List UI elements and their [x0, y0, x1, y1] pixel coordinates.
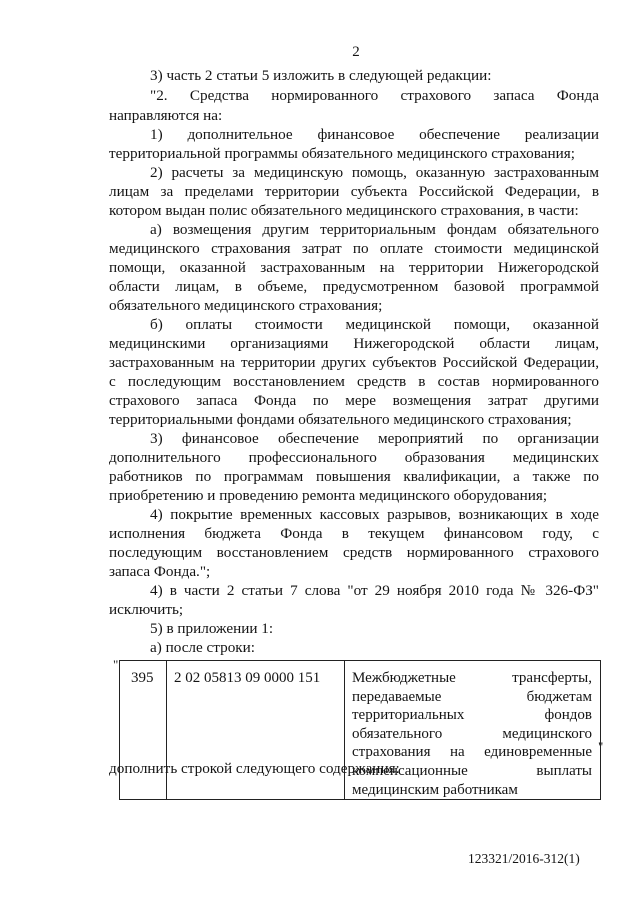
description-line: передаваемые бюджетам	[352, 688, 592, 705]
text-line: последующим восстановлением средств нормированного страхового	[109, 544, 599, 561]
text-line: запаса Фонда.";	[109, 563, 211, 580]
kbk-cell: 2 02 05813 09 0000 151	[167, 661, 345, 800]
document-code: 123321/2016-312(1)	[468, 851, 580, 866]
text-line: направляются на:	[109, 107, 223, 124]
description-line: страхования на единовременные	[352, 744, 592, 761]
text-line: страхового запаса Фонда по мере возмещения затрат другими	[109, 392, 599, 409]
code-cell: 395	[120, 661, 167, 800]
text-line: обязательного медицинского страхования;	[109, 297, 383, 314]
text-line: 2) расчеты за медицинскую помощь, оказанную застрахованным	[150, 164, 599, 181]
table-row	[120, 661, 601, 800]
description-line: компенсационные выплаты	[352, 762, 592, 779]
description-line: территориальных фондов	[352, 707, 592, 724]
text-line: дополнить строкой следующего содержания:	[109, 760, 400, 777]
close-quote: "	[598, 739, 604, 754]
text-line: котором выдан полис обязательного медицинского страхования, в части:	[109, 202, 579, 219]
description-line: Межбюджетные трансферты,	[352, 670, 592, 686]
text-line: 3) часть 2 статьи 5 изложить в следующей редакции:	[150, 67, 492, 84]
text-line: медицинского страхования затрат по оплате стоимости медицинской	[109, 240, 599, 257]
text-line: а) после строки:	[150, 639, 256, 656]
text-line: исключить;	[109, 601, 184, 618]
text-line: застрахованным на территории других субъектов Российской Федерации,	[109, 354, 599, 371]
description-cell	[345, 661, 604, 800]
text-line: а) возмещения другим территориальным фондам обязательного	[150, 221, 599, 238]
text-line: 1) дополнительное финансовое обеспечение реализации	[150, 126, 599, 143]
text-line: области лицам, в объеме, предусмотренном базовой программой	[109, 278, 599, 295]
open-quote: "	[113, 657, 119, 672]
text-line: лицам за пределами территории субъекта Российской Федерации, в	[109, 183, 599, 200]
text-line: помощи, оказанной застрахованным на территории Нижегородской	[109, 259, 599, 276]
text-line: исполнения бюджета Фонда в текущем финансовом году, с	[109, 525, 599, 542]
text-line: 4) покрытие временных кассовых разрывов, возникающих в ходе	[150, 506, 599, 523]
text-line: с последующим восстановлением средств в состав нормированного	[109, 373, 599, 390]
description-line: обязательного медицинского	[352, 725, 592, 742]
text-line: территориальной программы обязательного медицинского страхования;	[109, 145, 575, 162]
text-line: территориальными фондами обязательного медицинского страхования;	[109, 411, 572, 428]
text-line: приобретению и проведению ремонта медицинского оборудования;	[109, 487, 548, 504]
text-line: б) оплаты стоимости медицинской помощи, оказанной	[150, 316, 599, 333]
inserted-row-table	[119, 660, 604, 800]
text-line: 4) в части 2 статьи 7 слова "от 29 ноября 2010 года № 326-ФЗ"	[150, 582, 599, 599]
text-line: работников по программам повышения квалификации, а также по	[109, 468, 599, 485]
text-line: 3) финансовое обеспечение мероприятий по организации	[150, 430, 599, 447]
text-line: медицинскими организациями Нижегородской области лицам,	[109, 335, 599, 352]
text-line: 5) в приложении 1:	[150, 620, 274, 637]
page-number: 2	[352, 44, 360, 60]
text-line: дополнительного профессионального образования медицинских	[109, 449, 599, 466]
description-line: медицинским работникам	[352, 781, 518, 798]
text-line: "2. Средства нормированного страхового запаса Фонда	[150, 87, 599, 104]
